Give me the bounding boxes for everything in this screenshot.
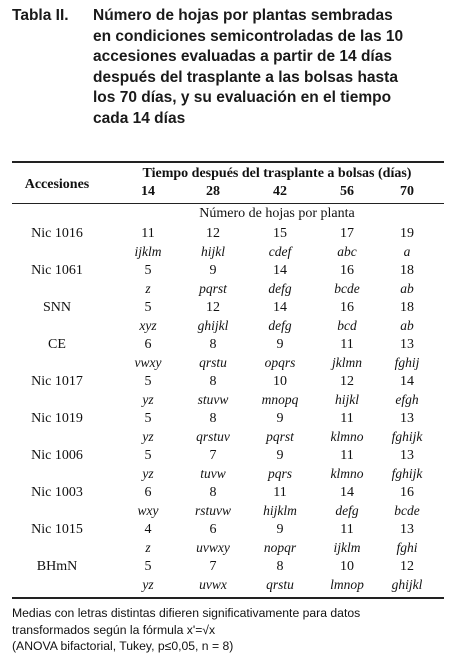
table-cell-value: 5 [144,448,152,463]
accession-name: Nic 1006 [31,448,83,463]
table-cell-letters: defg [268,281,292,296]
table-cell-value: 5 [144,263,152,278]
table-cell-letters: yz [142,429,154,444]
table-cell-letters: hijkl [201,244,225,259]
table-cell-letters: hijklm [263,503,297,518]
table-cell-value: 11 [340,522,354,537]
table-cell-value: 9 [276,337,284,352]
table-row [0,521,457,559]
table-top-rule [12,161,444,163]
caption-label: Tabla II. [12,7,69,24]
table-header-rule [12,203,444,204]
accession-name: Nic 1017 [31,374,83,389]
table-cell-letters: fghijk [391,429,423,444]
table-cell-letters: z [145,281,151,296]
table-cell-value: 9 [209,263,217,278]
table-cell-letters: qrstu [199,355,227,370]
table-cell-letters: tuvw [200,466,226,481]
table-cell-value: 8 [209,485,217,500]
table-cell-value: 11 [340,448,354,463]
table-cell-value: 11 [340,411,354,426]
table-cell-value: 8 [209,337,217,352]
caption-line: accesiones evaluadas a partir de 14 días [93,48,392,65]
table-cell-letters: klmno [330,429,364,444]
table-cell-value: 13 [400,411,414,426]
table-row [0,447,457,485]
table-row [0,373,457,411]
table-cell-letters: klmno [330,466,364,481]
footnote-line: transformados según la fórmula x'=√x [12,622,216,637]
table-row [0,484,457,522]
table-cell-value: 5 [144,300,152,315]
table-cell-letters: ijklm [333,540,361,555]
table-cell-value: 12 [400,559,414,574]
table-bottom-rule [12,597,444,599]
caption-line: los 70 días, y su evaluación en el tiempo [93,89,392,106]
table-cell-letters: bcd [337,318,357,333]
table-cell-letters: opqrs [264,355,296,370]
table-cell-letters: xyz [139,318,157,333]
table-row [0,225,457,263]
table-cell-value: 11 [273,485,287,500]
table-cell-letters: ghijkl [391,577,423,592]
table-cell-letters: hijkl [335,392,359,407]
table-footnote [12,605,452,655]
table-cell-letters: uvwx [199,577,227,592]
table-cell-value: 11 [141,226,155,241]
table-cell-letters: yz [142,577,154,592]
table-cell-letters: ijklm [134,244,162,259]
table-cell-value: 5 [144,374,152,389]
caption-line: en condiciones semicontroladas de las 10 [93,27,404,45]
table-cell-value: 17 [340,226,354,241]
table-cell-letters: bcde [394,503,420,518]
column-header-day: 28 [206,184,220,199]
table-cell-value: 19 [400,226,414,241]
table-cell-letters: nopqr [263,540,297,555]
table-row [0,410,457,448]
table-cell-letters: ghijkl [197,318,229,333]
table-cell-value: 10 [273,374,287,389]
table-cell-letters: pqrst [266,429,294,444]
table-cell-value: 5 [144,559,152,574]
table-cell-letters: uvwxy [196,540,230,555]
accession-name: Nic 1019 [31,411,83,426]
table-cell-value: 6 [209,522,217,537]
accession-name: Nic 1016 [31,226,83,241]
table-cell-letters: qrstuv [196,429,230,444]
footnote-line: (ANOVA bifactorial, Tukey, p≤0,05, n = 8) [12,639,234,653]
table-cell-value: 13 [400,522,414,537]
table-cell-letters: efgh [395,392,419,407]
table-cell-value: 14 [340,485,354,500]
table-cell-letters: lmnop [330,577,364,592]
table-cell-letters: yz [142,466,154,481]
caption-line: Número de hojas por plantas sembradas [93,7,393,24]
accession-name: Nic 1003 [31,485,83,500]
accession-name: BHmN [36,559,78,574]
table-cell-value: 14 [400,374,414,389]
table-cell-letters: vwxy [134,355,162,370]
table-cell-letters: wxy [137,503,159,518]
table-cell-letters: defg [335,503,359,518]
column-header-day: 56 [340,184,354,199]
table-cell-value: 12 [206,226,220,241]
table-subheader: Número de hojas por planta [199,206,355,221]
table-cell-value: 9 [276,522,284,537]
table-cell-letters: fghij [394,355,420,370]
table-cell-value: 6 [144,337,152,352]
table-cell-value: 4 [144,522,152,537]
table-cell-value: 12 [206,300,220,315]
table-cell-value: 16 [340,263,354,278]
table-cell-letters: yz [142,392,154,407]
table-cell-letters: mnopq [261,392,299,407]
table-row [0,558,457,596]
table-row [0,262,457,300]
table-cell-value: 16 [340,300,354,315]
table-cell-letters: fghi [396,540,418,555]
accession-name: SNN [42,300,71,315]
column-header-tiempo: Tiempo después del trasplante a bolsas (días) [142,166,412,181]
accession-name: CE [48,337,66,352]
table-cell-value: 5 [144,411,152,426]
table-cell-value: 8 [209,411,217,426]
table-cell-letters: z [145,540,151,555]
table-cell-letters: a [403,244,411,259]
table-cell-letters: qrstu [266,577,294,592]
table-cell-value: 16 [400,485,414,500]
table-cell-letters: jklmn [332,355,362,370]
table-cell-letters: cdef [268,244,292,259]
table-cell-value: 18 [400,300,414,315]
column-header-day: 42 [273,184,287,199]
table-cell-letters: fghijk [391,466,423,481]
accession-name: Nic 1061 [31,263,83,278]
table-cell-value: 12 [340,374,354,389]
column-header-day: 14 [141,184,155,199]
column-header-day: 70 [400,184,414,199]
table-cell-value: 8 [209,374,217,389]
table-cell-value: 7 [209,448,217,463]
table-cell-value: 14 [273,263,287,278]
table-cell-letters: abc [337,244,357,259]
table-cell-value: 9 [276,411,284,426]
column-header-accesiones: Accesiones [24,177,90,192]
table-cell-value: 9 [276,448,284,463]
table-cell-letters: ab [400,318,414,333]
caption-line: cada 14 días [93,109,186,127]
caption-text [93,6,453,129]
caption-line: después del trasplante a las bolsas hasta [93,68,398,86]
table-cell-letters: pqrs [267,466,292,481]
table-cell-value: 15 [273,226,287,241]
table-cell-letters: stuvw [197,392,229,407]
table-cell-value: 11 [340,337,354,352]
table-cell-letters: ab [400,281,414,296]
table-cell-value: 13 [400,337,414,352]
accession-name: Nic 1015 [31,522,83,537]
table-cell-value: 6 [144,485,152,500]
table-cell-letters: defg [268,318,292,333]
table-cell-value: 14 [273,300,287,315]
table-cell-letters: bcde [334,281,360,296]
table-cell-value: 10 [340,559,354,574]
table-cell-value: 7 [209,559,217,574]
footnote-line: Medias con letras distintas difieren significativamente para datos [12,606,361,620]
table-row [0,299,457,337]
table-cell-value: 18 [400,263,414,278]
table-cell-letters: rstuvw [194,503,231,518]
table-cell-letters: pqrst [199,281,227,296]
table-cell-value: 8 [276,559,284,574]
table-row [0,336,457,374]
table-cell-value: 13 [400,448,414,463]
